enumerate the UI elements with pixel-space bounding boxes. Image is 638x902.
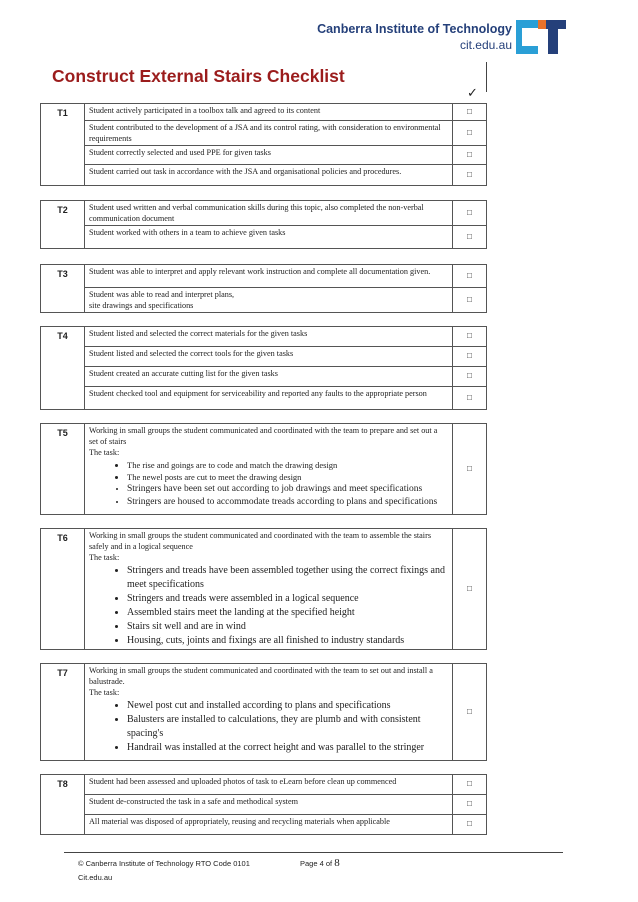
footer-copyright: © Canberra Institute of Technology RTO Code 0101: [78, 859, 250, 868]
org-name: Canberra Institute of Technology: [317, 22, 512, 36]
cit-logo: [317, 20, 566, 56]
header-vertical-rule: [486, 62, 487, 92]
checkbox[interactable]: ☐: [453, 146, 487, 165]
task-intro: Working in small groups the student communicated and coordinated with the team to assemble the stairs safely and in a logical sequence: [89, 531, 431, 551]
checklist-table: [40, 103, 487, 835]
table-row: [41, 367, 487, 387]
checkbox[interactable]: ☐: [453, 201, 487, 226]
section-code-t4: T4: [41, 327, 85, 410]
section-code-t8: T8: [41, 775, 85, 835]
page-title: Construct External Stairs Checklist: [52, 66, 345, 86]
table-row: [41, 664, 487, 761]
table-row: [41, 387, 487, 410]
task-intro: Working in small groups the student communicated and coordinated with the team to prepare and set out a set of stairs: [89, 426, 438, 446]
section-code-t2: T2: [41, 201, 85, 249]
checkbox[interactable]: ☐: [453, 165, 487, 186]
task-label: The task:: [89, 688, 120, 697]
section-code-t3: T3: [41, 265, 85, 313]
task-bullet: • The newel posts are cut to meet the drawing design: [127, 471, 448, 483]
checkbox[interactable]: ☐: [453, 121, 487, 146]
table-row: [41, 327, 487, 347]
table-row: [41, 529, 487, 650]
footer: [78, 857, 250, 885]
table-row: [41, 226, 487, 249]
task-bullet: • The rise and goings are to code and match the drawing design: [127, 459, 448, 471]
table-row: [41, 815, 487, 835]
criterion-text: [85, 288, 453, 313]
org-url: cit.edu.au: [459, 38, 512, 52]
criterion-text: Student worked with others in a team to achieve given tasks: [85, 226, 453, 249]
task-bullet: • Newel post cut and installed according to plans and specifications: [127, 699, 448, 713]
table-row: [41, 121, 487, 146]
task-bullet: • Assembled stairs meet the landing at the specified height: [127, 606, 448, 620]
task-bullet: • Handrail was installed at the correct height and was parallel to the stringer: [127, 741, 448, 755]
criterion-text: Student listed and selected the correct materials for the given tasks: [85, 327, 453, 347]
table-row: [41, 265, 487, 288]
criterion-text: Student created an accurate cutting list for the given tasks: [85, 367, 453, 387]
criterion-text: Student correctly selected and used PPE for given tasks: [85, 146, 453, 165]
section-code-t6: T6: [41, 529, 85, 650]
page-total: 8: [334, 857, 340, 869]
criterion-text: Student listed and selected the correct tools for the given tasks: [85, 347, 453, 367]
task-bullet: • Stairs sit well and are in wind: [127, 620, 448, 634]
task-bullet: • Balusters are installed to calculations, they are plumb and with consistent spacing's: [127, 713, 448, 741]
table-row: [41, 347, 487, 367]
checkbox[interactable]: ☐: [453, 104, 487, 121]
checkbox[interactable]: ☐: [453, 288, 487, 313]
footer-website: Cit.edu.au: [78, 873, 113, 882]
criterion-text: Student actively participated in a toolbox talk and agreed to its content: [85, 104, 453, 121]
checkbox[interactable]: ☐: [453, 226, 487, 249]
criterion-text-line: site drawings and specifications: [89, 301, 194, 310]
footer-rule: [64, 852, 563, 853]
criterion-text: Student contributed to the development of a JSA and its control rating, with consideration to environmental requirements: [85, 121, 453, 146]
task-intro: Working in small groups the student communicated and coordinated with the team to set out and install a balustrade.: [89, 666, 433, 686]
table-row: [41, 201, 487, 226]
tick-header: ✓: [467, 86, 478, 101]
task-bullet: • Stringers are housed to accommodate treads according to plans and specifications: [127, 496, 448, 509]
task-label: The task:: [89, 553, 120, 562]
section-code-t1: T1: [41, 104, 85, 186]
checkbox[interactable]: ☐: [453, 815, 487, 835]
table-row: [41, 424, 487, 515]
table-row: [41, 288, 487, 313]
criterion-text: [85, 424, 453, 515]
criterion-text: Student used written and verbal communication skills during this topic, also completed the non-verbal communication document: [85, 201, 453, 226]
criterion-text: [85, 529, 453, 650]
task-bullet: • Housing, cuts, joints and fixings are all finished to industry standards: [127, 634, 448, 648]
criterion-text: All material was disposed of appropriately, reusing and recycling materials when applicable: [85, 815, 453, 835]
checkbox[interactable]: ☐: [453, 664, 487, 761]
criterion-text: Student had been assessed and uploaded photos of task to eLearn before clean up commenced: [85, 775, 453, 795]
checkbox[interactable]: ☐: [453, 327, 487, 347]
criterion-text: Student carried out task in accordance with the JSA and organisational policies and procedures.: [85, 165, 453, 186]
checkbox[interactable]: ☐: [453, 387, 487, 410]
task-bullet: • Stringers and treads were assembled in a logical sequence: [127, 592, 448, 606]
task-bullet: • Stringers and treads have been assembled together using the correct fixings and meet specifications: [127, 564, 448, 592]
criterion-text: Student was able to interpret and apply relevant work instruction and complete all documentation given.: [85, 265, 453, 288]
checkbox[interactable]: ☐: [453, 795, 487, 815]
checkbox[interactable]: ☐: [453, 529, 487, 650]
checkbox[interactable]: ☐: [453, 424, 487, 515]
table-row: [41, 165, 487, 186]
page-number: [300, 857, 340, 869]
criterion-text: Student de-constructed the task in a safe and methodical system: [85, 795, 453, 815]
task-label: The task:: [89, 448, 120, 457]
checkbox[interactable]: ☐: [453, 347, 487, 367]
table-row: [41, 146, 487, 165]
page-prefix: Page 4 of: [300, 859, 333, 868]
criterion-text: Student checked tool and equipment for serviceability and reported any faults to the appropriate person: [85, 387, 453, 410]
checkbox[interactable]: ☐: [453, 265, 487, 288]
checkbox[interactable]: ☐: [453, 367, 487, 387]
table-row: [41, 795, 487, 815]
cit-logo-mark: [516, 20, 566, 54]
criterion-text: [85, 664, 453, 761]
criterion-text-line: Student was able to read and interpret plans,: [89, 290, 235, 299]
section-code-t7: T7: [41, 664, 85, 761]
table-row: [41, 104, 487, 121]
table-row: [41, 775, 487, 795]
task-bullet: • Stringers have been set out according to job drawings and meet specifications: [127, 483, 448, 496]
section-code-t5: T5: [41, 424, 85, 515]
checkbox[interactable]: ☐: [453, 775, 487, 795]
